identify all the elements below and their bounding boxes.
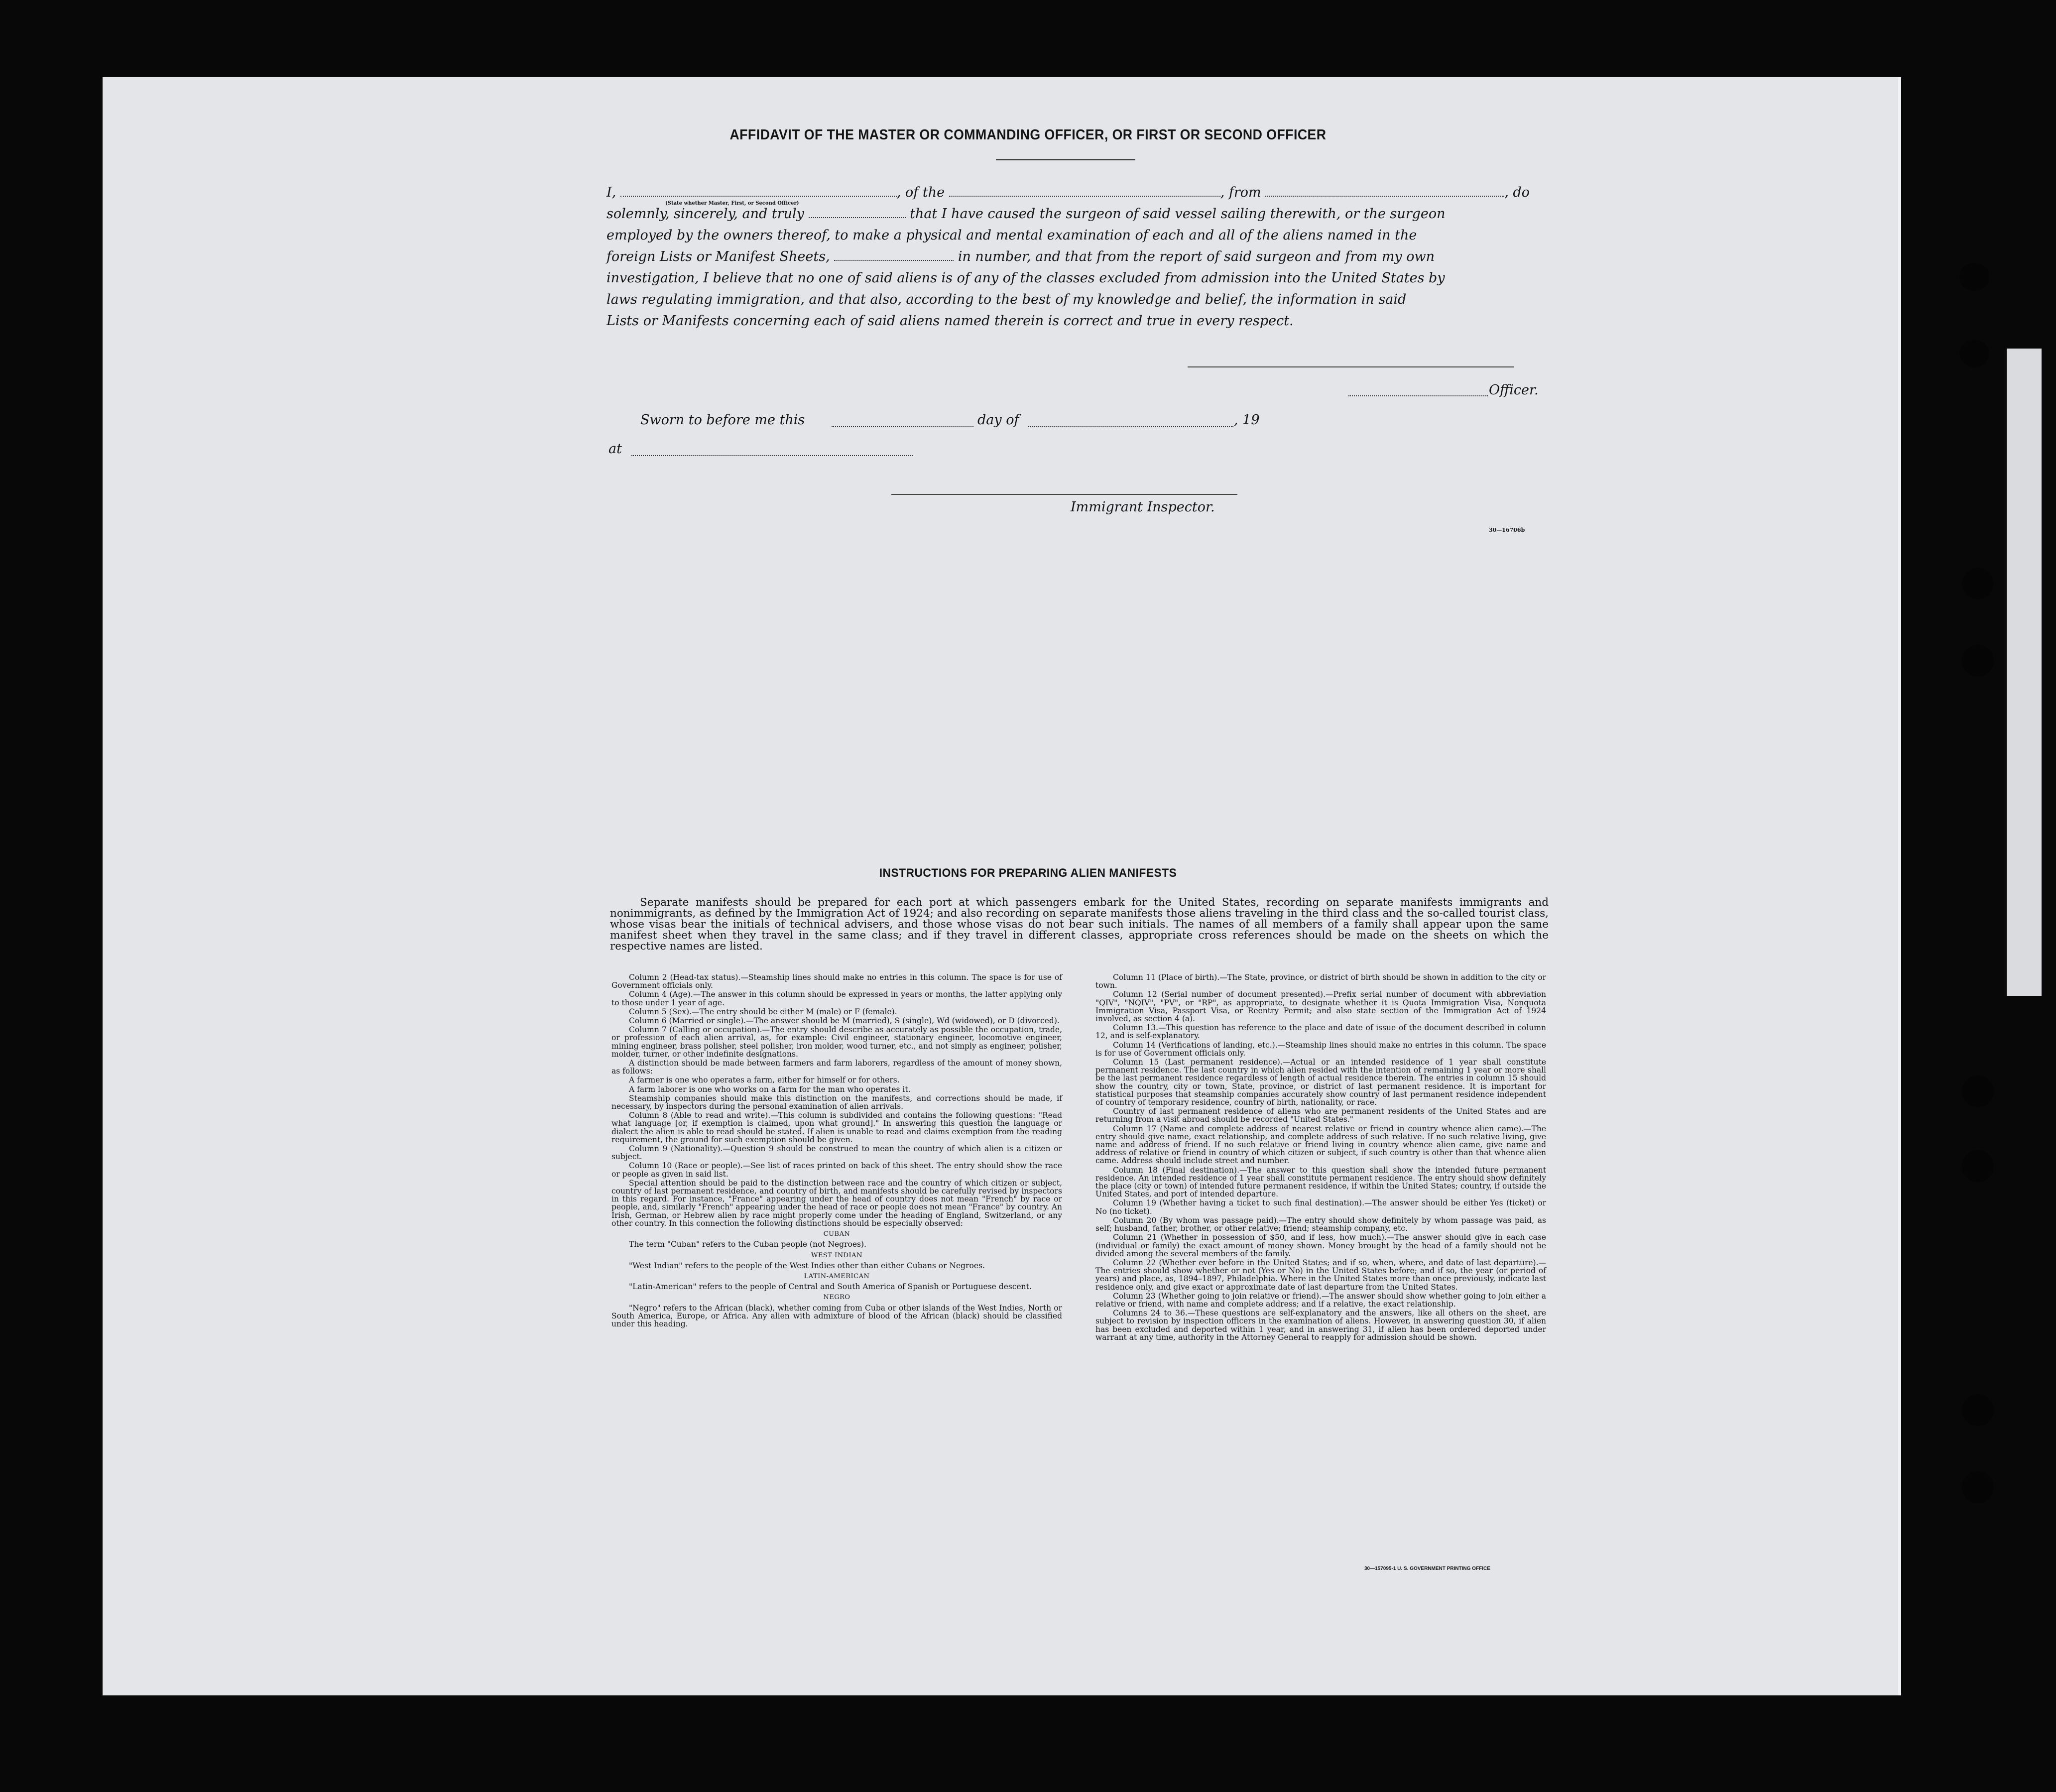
left-paragraph: Column 2 (Head-tax status).—Steamship lines should make no entries in this column. The space is for use of Government officials only. bbox=[611, 973, 1062, 990]
at-text: at bbox=[608, 441, 622, 457]
left-paragraph: Column 9 (Nationality).—Question 9 should be construed to mean the country of which alien is a citizen or subject. bbox=[611, 1144, 1062, 1162]
punch-hole bbox=[1959, 340, 1989, 367]
sworn-text: Sworn to before me this bbox=[640, 412, 805, 428]
left-paragraph: A farm laborer is one who works on a farm for the man who operates it. bbox=[629, 1084, 911, 1094]
affidavit-line-7: Lists or Manifests concerning each of said aliens named therein is correct and true in every respect. bbox=[606, 313, 1294, 329]
right-paragraph: Column 21 (Whether in possession of $50, and if less, how much).—The answer should give in each case (individual or family) the exact amount of money shown. Money brought by the head of a family should not be divided among the several members of the family. bbox=[1095, 1233, 1546, 1258]
text-in-number: in number, and that from the report of said surgeon and from my own bbox=[958, 249, 1435, 264]
text-surgeon: that I have caused the surgeon of said vessel sailing therewith, or the surgeon bbox=[910, 206, 1446, 222]
left-paragraph: Column 4 (Age).—The answer in this column should be expressed in years or months, the latter applying only to those under 1 year of age. bbox=[611, 990, 1062, 1007]
right-paragraph: Column 19 (Whether having a ticket to such final destination).—The answer should be either Yes (ticket) or No (no ticket). bbox=[1095, 1198, 1546, 1216]
punch-hole bbox=[1962, 1150, 1994, 1182]
left-paragraph: Column 8 (Able to read and write).—This column is subdivided and contains the following questions: "Read what language [or, if exemption is claimed, upon what ground]." In answering this question the language or dialect the alien is able to read should be stated. If alien is unable to read and claims exemption from the reading requirement, the ground for such exemption should be given. bbox=[611, 1111, 1062, 1144]
left-paragraph: A distinction should be made between farmers and farm laborers, regardless of the amount of money shown, as follows: bbox=[611, 1059, 1062, 1076]
instructions-intro: Separate manifests should be prepared for each port at which passengers embark for the United States, recording on separate manifests immigrants and nonimmigrants, as defined by the Immigration Act of 1924; and also recording on separate manifests those aliens traveling in the third class and the so-called tourist class, whose visas bear the initials of technical advisers, and those whose visas do not bear such initials. The names of all members of a family shall appear upon the same manifest sheet when they travel in the same class; and if they travel in different classes, appropriate cross references should be made on the sheets on which the respective names are listed. bbox=[610, 896, 1549, 953]
affidavit-body bbox=[606, 182, 1545, 332]
punch-hole bbox=[1962, 1075, 1994, 1107]
officer-label: Officer. bbox=[1489, 382, 1539, 398]
def-heading: CUBAN bbox=[823, 1230, 850, 1238]
right-paragraph: Column 18 (Final destination).—The answer to this question shall show the intended future permanent residence. An intended residence of 1 year shall constitute permanent residence. The entry should show definitely the place (city or town) of intended future permanent residence, if within the United States; country, if outside the United States, and port of intended departure. bbox=[1095, 1165, 1546, 1199]
instructions-left-column bbox=[611, 973, 1062, 1329]
affidavit-line-2 bbox=[606, 203, 1545, 225]
year-text: , 19 bbox=[1234, 412, 1260, 428]
text-i: I, bbox=[606, 185, 616, 200]
right-paragraph: Column 15 (Last permanent residence).—Actual or an intended residence of 1 year shall constitute permanent residence. The last country in which alien resided with the intention of remaining 1 year or more shall be the last permanent residence regardless of length of actual residence therein. The entries in column 15 should show the country, city or town, State, province, or district of last permanent residence. It is important for statistical purposes that steamship companies accurately show country of last permanent residence independent of country of temporary residence, country of birth, nationality, or race. bbox=[1095, 1058, 1546, 1107]
left-paragraph: Column 7 (Calling or occupation).—The entry should describe as accurately as possible the occupation, trade, or profession of each alien arrival, as, for example: Civil engineer, stationary engineer, locomotive engineer, mining engineer, brass polisher, steel polisher, iron molder, wood turner, etc., and not simply as engineer, polisher, molder, turner, or other indefinite designations. bbox=[611, 1025, 1062, 1059]
right-paragraph: Column 14 (Verifications of landing, etc.).—Steamship lines should make no entries in this column. The space is for use of Government officials only. bbox=[1095, 1040, 1546, 1058]
affidavit-line-5: investigation, I believe that no one of said aliens is of any of the classes excluded from admission into the United States by bbox=[606, 270, 1445, 286]
left-paragraph: Column 10 (Race or people).—See list of races printed on back of this sheet. The entry should show the race or people as given in said list. bbox=[611, 1161, 1062, 1179]
punch-hole bbox=[1962, 1394, 1994, 1426]
punch-hole bbox=[1962, 568, 1994, 599]
instructions-title: INSTRUCTIONS FOR PREPARING ALIEN MANIFESTS bbox=[879, 866, 1177, 880]
day-of-text: day of bbox=[977, 412, 1019, 428]
def-heading: NEGRO bbox=[823, 1294, 850, 1302]
signature-line[interactable] bbox=[1188, 366, 1514, 367]
state-note: (State whether Master, First, or Second Officer) bbox=[665, 201, 799, 206]
def-text: The term "Cuban" refers to the Cuban people (not Negroes). bbox=[629, 1240, 866, 1249]
def-text: "West Indian" refers to the people of the West Indies other than either Cubans or Negroes. bbox=[629, 1261, 985, 1270]
right-paragraph: Country of last permanent residence of aliens who are permanent residents of the United States and are returning from a visit abroad should be recorded "United States." bbox=[1095, 1107, 1546, 1124]
def-heading: LATIN-AMERICAN bbox=[804, 1272, 870, 1280]
text-solemnly: solemnly, sincerely, and truly bbox=[606, 206, 804, 222]
right-paragraph: Column 22 (Whether ever before in the United States; and if so, when, where, and date of last departure).—The entries should show whether or not (Yes or No) in the United States before; and if so, the year (or period of years) and place, as, 1894–1897, Philadelphia. Where in the United States more than once previously, indicate last residence only, and give exact or approximate date of last departure from the United States. bbox=[1095, 1258, 1546, 1292]
port-field[interactable] bbox=[1265, 186, 1504, 197]
place-field[interactable] bbox=[631, 445, 913, 456]
affidavit-line-6: laws regulating immigration, and that also, according to the best of my knowledge and belief, the information in said bbox=[606, 292, 1407, 307]
inspector-label: Immigrant Inspector. bbox=[1071, 499, 1215, 515]
swear-field[interactable] bbox=[809, 207, 906, 218]
right-paragraph: Column 17 (Name and complete address of nearest relative or friend in country whence alien came).—The entry should give name, exact relationship, and complete address of such relative. If no such relative living, give name and address of friend. If no such relative or friend living in country whence alien came, give name and address of relative or friend in country of which citizen or subject, if such country is other than that whence alien came. Address should include street and number. bbox=[1095, 1124, 1546, 1166]
left-paragraph: Steamship companies should make this distinction on the manifests, and corrections should be made, if necessary, by inspectors during the personal examination of alien arrivals. bbox=[611, 1093, 1062, 1111]
vessel-name-field[interactable] bbox=[949, 186, 1220, 197]
right-paragraph: Column 13.—This question has reference to the place and date of issue of the document described in column 12, and is self-explanatory. bbox=[1095, 1023, 1546, 1041]
officer-signature-field[interactable] bbox=[1348, 385, 1488, 396]
affidavit-line-1 bbox=[606, 182, 1545, 206]
affidavit-title: AFFIDAVIT OF THE MASTER OR COMMANDING OFFICER, OR FIRST OR SECOND OFFICER bbox=[729, 127, 1327, 143]
affidavit-line-4 bbox=[606, 246, 1545, 267]
def-heading: WEST INDIAN bbox=[811, 1251, 862, 1259]
punch-hole bbox=[1962, 645, 1994, 677]
right-paragraph: Column 11 (Place of birth).—The State, province, or district of birth should be shown in addition to the city or town. bbox=[1095, 973, 1546, 990]
left-paragraph: Special attention should be paid to the distinction between race and the country of which citizen or subject, country of last permanent residence, and country of birth, and manifests should be carefully revised by inspectors in this regard. For instance, "France" appearing under the head of country does not mean "French" by race or people, and, similarly "French" appearing under the head of race or people does not mean "France" by country. An Irish, German, or Hebrew alien by race might properly come under the heading of England, Switzerland, or any other country. In this connection the following distinctions should be especially observed: bbox=[611, 1178, 1062, 1228]
text-of-the: , of the bbox=[896, 185, 945, 200]
sworn-month-field[interactable] bbox=[1028, 416, 1233, 427]
punch-hole bbox=[1962, 1471, 1994, 1503]
right-paragraph: Column 12 (Serial number of document presented).—Prefix serial number of document with abbreviation "QIV", "NQIV", "PV", or "RP", as appropriate, to designate whether it is Quota Immigration Visa, Nonquota Immigration Visa, Passport Visa, or Reentry Permit; and also state section of the Immigration Act of 1924 involved, as section 4 (a). bbox=[1095, 990, 1546, 1024]
left-paragraph: Column 5 (Sex).—The entry should be either M (male) or F (female). bbox=[629, 1007, 897, 1016]
text-from: , from bbox=[1220, 185, 1261, 200]
form-number: 30—16706b bbox=[1489, 527, 1525, 533]
text-foregoing: foreign Lists or Manifest Sheets, bbox=[606, 249, 830, 264]
sheet-count-field[interactable] bbox=[834, 250, 954, 261]
inspector-signature-line[interactable] bbox=[891, 494, 1237, 495]
def-text: "Negro" refers to the African (black), whether coming from Cuba or other islands of the West Indies, North or South America, Europe, or Africa. Any alien with admixture of blood of the African (black) should be classified under this heading. bbox=[611, 1303, 1062, 1328]
text-do: , do bbox=[1504, 185, 1530, 200]
right-paragraph: Column 23 (Whether going to join relative or friend).—The answer should show whether going to join either a relative or friend, with name and complete address; and if a relative, the exact relationship. bbox=[1095, 1291, 1546, 1309]
sworn-day-field[interactable] bbox=[832, 416, 973, 427]
right-paragraph: Column 20 (By whom was passage paid).—The entry should show definitely by whom passage was paid, as self; husband, father, brother, or other relative; friend; steamship company, etc. bbox=[1095, 1215, 1546, 1233]
def-text: "Latin-American" refers to the people of Central and South America of Spanish or Portuguese descent. bbox=[629, 1282, 1032, 1292]
printing-office-footer: 30—157095-1 U. S. GOVERNMENT PRINTING OFFICE bbox=[1364, 1566, 1490, 1571]
punch-hole bbox=[1959, 263, 1989, 291]
title-divider bbox=[996, 159, 1135, 160]
affidavit-line-3: employed by the owners thereof, to make a physical and mental examination of each and all of the aliens named in the bbox=[606, 228, 1417, 243]
left-paragraph: A farmer is one who operates a farm, either for himself or for others. bbox=[629, 1075, 900, 1085]
left-paragraph: Column 6 (Married or single).—The answer should be M (married), S (single), Wd (widowed), or D (divorced). bbox=[629, 1016, 1060, 1026]
torn-edge bbox=[2007, 349, 2042, 996]
instructions-right-column bbox=[1095, 973, 1546, 1342]
right-paragraph: Columns 24 to 36.—These questions are self-explanatory and the answers, like all others on the sheet, are subject to revision by inspection officers in the examination of aliens. However, in answering question 30, if alien has been excluded and deported within 1 year, and in answering 31, if alien has been ordered deported under warrant at any time, authority in the Attorney General to reapply for admission should be shown. bbox=[1095, 1309, 1546, 1342]
